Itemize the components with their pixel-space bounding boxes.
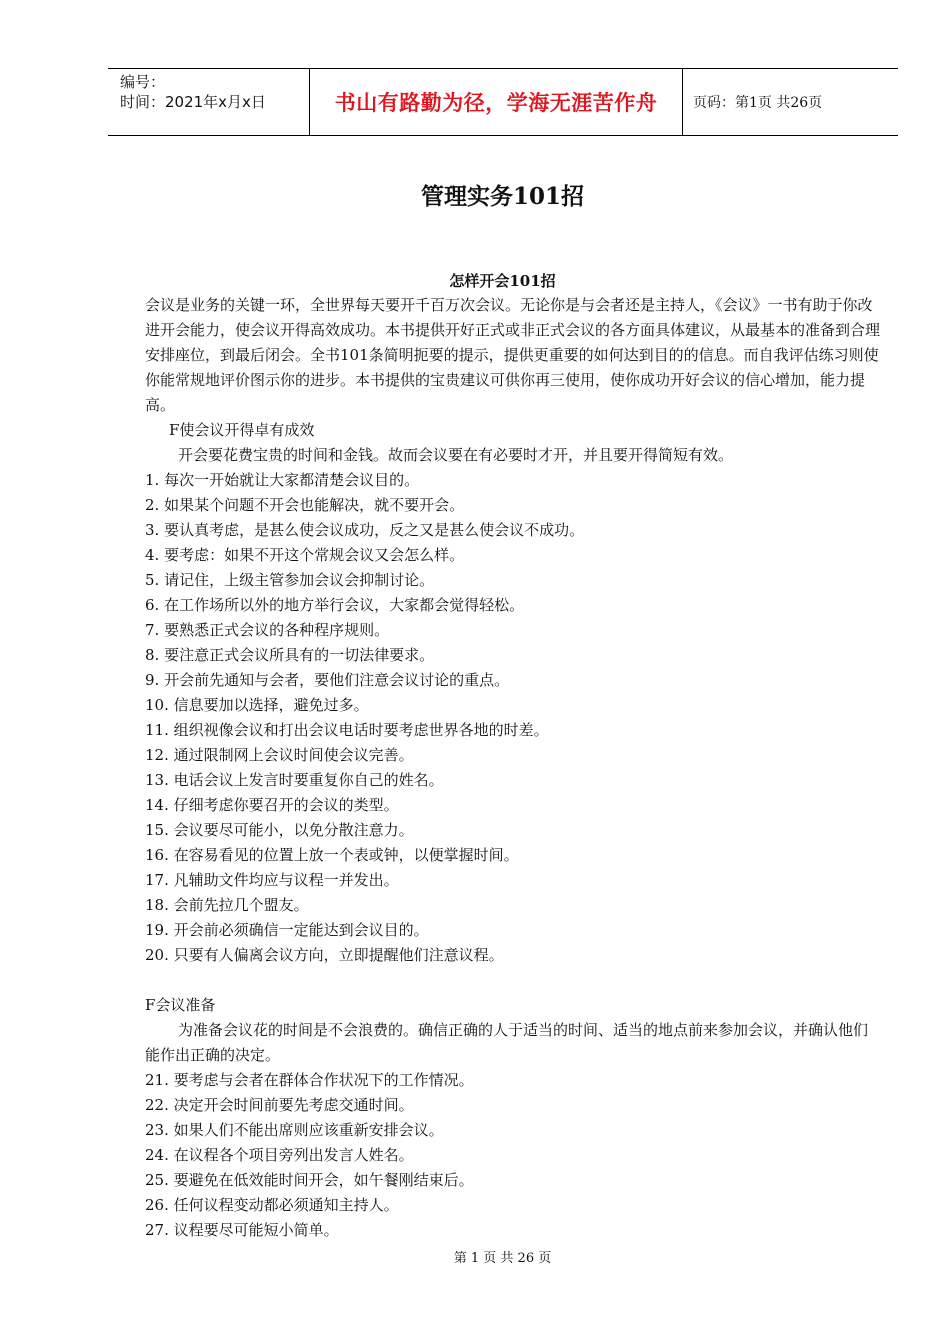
list-item: 25. 要避免在低效能时间开会，如午餐刚结束后。 — [145, 1171, 474, 1189]
page-title: 管理实务101招 — [420, 183, 584, 210]
document-body — [145, 293, 880, 1243]
time-label: 时间：2021年x月x日 — [120, 93, 266, 111]
part1-list — [145, 468, 880, 968]
list-item: 22. 决定开会时间前要先考虑交通时间。 — [145, 1096, 414, 1114]
header-motto: 书山有路勤为径，学海无涯苦作舟 — [310, 69, 683, 135]
list-item: 26. 任何议程变动都必须通知主持人。 — [145, 1196, 399, 1214]
list-item: 21. 要考虑与会者在群体合作状况下的工作情况。 — [145, 1071, 474, 1089]
list-item: 5. 请记住，上级主管参加会议会抑制讨论。 — [145, 571, 435, 589]
number-label: 编号： — [120, 73, 166, 91]
header-meta — [108, 69, 310, 135]
list-item: 16. 在容易看见的位置上放一个表或钟，以便掌握时间。 — [145, 846, 519, 864]
list-item: 3. 要认真考虑，是甚么使会议成功，反之又是甚么使会议不成功。 — [145, 521, 585, 539]
list-item: 10. 信息要加以选择，避免过多。 — [145, 696, 369, 714]
list-item: 20. 只要有人偏离会议方向，立即提醒他们注意议程。 — [145, 946, 504, 964]
list-item: 18. 会前先拉几个盟友。 — [145, 896, 309, 914]
part2-lead: 为准备会议花的时间是不会浪费的。确信正确的人于适当的时间、适当的地点前来参加会议，并确认他们能作出正确的决定。 — [145, 1021, 869, 1064]
list-item: 27. 议程要尽可能短小简单。 — [145, 1221, 339, 1239]
list-item: 24. 在议程各个项目旁列出发言人姓名。 — [145, 1146, 414, 1164]
part2-list — [145, 1068, 880, 1243]
list-item: 4. 要考虑：如果不开这个常规会议又会怎么样。 — [145, 546, 465, 564]
section-title: 怎样开会101招 — [449, 272, 556, 290]
document-header — [108, 68, 898, 136]
list-item: 14. 仔细考虑你要召开的会议的类型。 — [145, 796, 399, 814]
part1-lead: 开会要花费宝贵的时间和金钱。故而会议要在有必要时才开，并且要开得简短有效。 — [178, 446, 734, 464]
list-item: 12. 通过限制网上会议时间使会议完善。 — [145, 746, 414, 764]
list-item: 15. 会议要尽可能小，以免分散注意力。 — [145, 821, 414, 839]
part1-heading: F使会议开得卓有成效 — [169, 421, 315, 439]
section-gap — [145, 968, 880, 993]
page-footer: 第 1 页 共 26 页 — [453, 1251, 552, 1266]
list-item: 19. 开会前必须确信一定能达到会议目的。 — [145, 921, 429, 939]
list-item: 1. 每次一开始就让大家都清楚会议目的。 — [145, 471, 420, 489]
list-item: 9. 开会前先通知与会者，要他们注意会议讨论的重点。 — [145, 671, 510, 689]
header-page-info: 页码：第1页 共26页 — [693, 95, 823, 111]
intro-paragraph: 会议是业务的关键一环，全世界每天要开千百万次会议。无论你是与会者还是主持人，《会议》一书有助于你改进开会能力，使会议开得高效成功。本书提供开好正式或非正式会议的各方面具体建议，从最基本的准备到合理安排座位，到最后闭会。全书101条简明扼要的提示，提供更重要的如何达到目的的信息。而自我评估练习则使你能常规地评价图示你的进步。本书提供的宝贵建议可供你再三使用，使你成功开好会议的信心增加，能力提高。 — [145, 296, 881, 414]
part2-heading: F会议准备 — [145, 996, 216, 1014]
list-item: 23. 如果人们不能出席则应该重新安排会议。 — [145, 1121, 444, 1139]
list-item: 2. 如果某个问题不开会也能解决，就不要开会。 — [145, 496, 465, 514]
list-item: 7. 要熟悉正式会议的各种程序规则。 — [145, 621, 390, 639]
list-item: 13. 电话会议上发言时要重复你自己的姓名。 — [145, 771, 444, 789]
list-item: 8. 要注意正式会议所具有的一切法律要求。 — [145, 646, 435, 664]
list-item: 11. 组织视像会议和打出会议电话时要考虑世界各地的时差。 — [145, 721, 549, 739]
list-item: 17. 凡辅助文件均应与议程一并发出。 — [145, 871, 399, 889]
list-item: 6. 在工作场所以外的地方举行会议，大家都会觉得轻松。 — [145, 596, 525, 614]
